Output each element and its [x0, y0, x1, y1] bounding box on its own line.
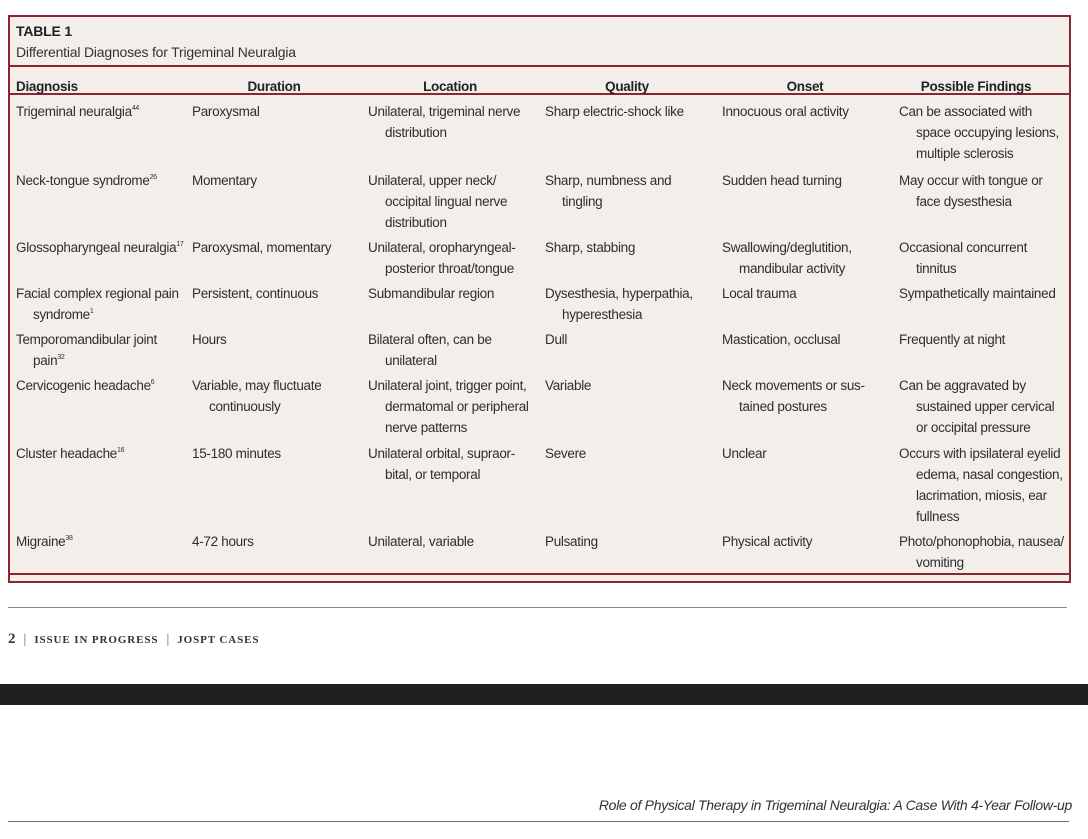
cell-text: Sharp electric-shock like	[545, 104, 684, 119]
cell-text: Physical activity	[722, 534, 813, 549]
cell-line	[545, 329, 567, 350]
cell-text: Variable, may fluctuate	[192, 378, 322, 393]
cell-diagnosis	[16, 375, 154, 396]
cell-text: 4-72 hours	[192, 534, 254, 549]
cell-text: Sharp, numbness and	[545, 173, 672, 188]
cell-line	[192, 443, 281, 464]
cell-location	[368, 531, 474, 552]
cell-line	[16, 329, 157, 350]
page-break-band	[0, 684, 1088, 705]
cell-line	[899, 396, 1054, 417]
cell-duration	[192, 375, 321, 417]
reference-superscript: 32	[57, 354, 65, 361]
column-header-location: Location	[423, 79, 477, 94]
cell-text: Can be associated with	[899, 104, 1032, 119]
differential-diagnoses-table	[8, 15, 1071, 583]
cell-findings	[899, 283, 1056, 304]
cell-line	[192, 531, 254, 552]
footer-journal: JOSPT CASES	[177, 634, 260, 646]
cell-line	[368, 464, 515, 485]
cell-location	[368, 170, 507, 233]
cell-diagnosis	[16, 170, 157, 191]
cell-line	[722, 443, 766, 464]
cell-line	[192, 396, 321, 417]
cell-text: dermatomal or peripheral	[385, 399, 529, 414]
cell-line	[368, 417, 529, 438]
cell-line	[545, 283, 693, 304]
cell-text: Hours	[192, 332, 227, 347]
column-header-diagnosis: Diagnosis	[16, 79, 78, 94]
cell-text: multiple sclerosis	[916, 146, 1014, 161]
cell-location	[368, 283, 494, 304]
cell-onset	[722, 101, 849, 122]
table-header-block	[10, 17, 1069, 67]
cell-text: occipital lingual nerve	[385, 194, 508, 209]
cell-text: Facial complex regional pain	[16, 286, 179, 301]
cell-line	[192, 101, 260, 122]
cell-line	[899, 329, 1005, 350]
cell-quality	[545, 531, 598, 552]
cell-line	[16, 304, 179, 325]
column-header-onset: Onset	[786, 79, 824, 94]
cell-line	[368, 258, 516, 279]
cell-onset	[722, 443, 766, 464]
cell-diagnosis	[16, 283, 179, 325]
cell-line	[368, 170, 507, 191]
cell-quality	[545, 443, 586, 464]
cell-line	[722, 396, 865, 417]
cell-line	[16, 170, 157, 191]
cell-text: Unclear	[722, 446, 767, 461]
cell-findings	[899, 101, 1059, 164]
cell-line	[899, 122, 1059, 143]
footer-divider	[8, 607, 1067, 608]
cell-text: nerve patterns	[385, 420, 468, 435]
cell-duration	[192, 443, 281, 464]
footer-section: ISSUE IN PROGRESS	[34, 634, 159, 646]
cell-line	[899, 417, 1054, 438]
cell-text: Sympathetically maintained	[899, 286, 1056, 301]
cell-text: Dysesthesia, hyperpathia,	[545, 286, 693, 301]
cell-line	[16, 375, 154, 396]
cell-text: 15-180 minutes	[192, 446, 281, 461]
cell-line	[368, 350, 492, 371]
cell-findings	[899, 170, 1043, 212]
cell-line	[899, 191, 1043, 212]
cell-quality	[545, 329, 567, 350]
cell-text: unilateral	[385, 353, 437, 368]
page-number: 2	[8, 631, 16, 647]
reference-superscript: 6	[150, 379, 155, 386]
cell-line	[16, 531, 73, 552]
cell-text: Paroxysmal	[192, 104, 260, 119]
cell-line	[192, 170, 257, 191]
cell-duration	[192, 170, 257, 191]
column-header-quality: Quality	[605, 79, 649, 94]
cell-quality	[545, 237, 635, 258]
cell-text: Pulsating	[545, 534, 598, 549]
cell-onset	[722, 170, 842, 191]
cell-line	[368, 101, 520, 122]
cell-line	[722, 283, 796, 304]
cell-line	[545, 375, 591, 396]
cell-text: Swallowing/deglutition,	[722, 240, 852, 255]
cell-text: Local trauma	[722, 286, 797, 301]
cell-text: continuously	[209, 399, 281, 414]
cell-line	[545, 237, 635, 258]
cell-text: Cluster headache	[16, 446, 118, 461]
cell-line	[368, 122, 520, 143]
cell-findings	[899, 329, 1005, 350]
cell-onset	[722, 531, 812, 552]
cell-line	[545, 101, 684, 122]
cell-text: Occasional concurrent	[899, 240, 1028, 255]
cell-text: bital, or temporal	[385, 467, 481, 482]
cell-line	[368, 191, 507, 212]
cell-line	[368, 283, 494, 304]
cell-line	[899, 464, 1063, 485]
cell-text: Variable	[545, 378, 592, 393]
table-bottom-rule	[10, 573, 1069, 575]
cell-line	[192, 237, 331, 258]
cell-line	[899, 485, 1063, 506]
cell-text: Occurs with ipsilateral eyelid	[899, 446, 1061, 461]
page-footer	[8, 630, 259, 648]
cell-text: vomiting	[916, 555, 964, 570]
cell-text: posterior throat/tongue	[385, 261, 514, 276]
cell-line	[368, 375, 529, 396]
cell-onset	[722, 375, 865, 417]
cell-text: Neck movements or sus-	[722, 378, 865, 393]
cell-duration	[192, 283, 318, 304]
cell-text: lacrimation, miosis, ear	[916, 488, 1047, 503]
cell-text: Severe	[545, 446, 586, 461]
cell-text: Dull	[545, 332, 568, 347]
cell-duration	[192, 101, 260, 122]
cell-text: mandibular activity	[739, 261, 846, 276]
cell-location	[368, 375, 529, 438]
cell-line	[899, 283, 1056, 304]
cell-line	[368, 237, 516, 258]
cell-text: syndrome	[33, 307, 90, 322]
column-header-row	[10, 67, 1069, 95]
cell-duration	[192, 237, 331, 258]
cell-line	[16, 283, 179, 304]
cell-line	[899, 375, 1054, 396]
cell-text: Paroxysmal, momentary	[192, 240, 332, 255]
cell-line	[899, 552, 1064, 573]
cell-text: Trigeminal neuralgia	[16, 104, 132, 119]
cell-line	[368, 212, 507, 233]
cell-line	[192, 375, 321, 396]
cell-text: Frequently at night	[899, 332, 1006, 347]
cell-findings	[899, 443, 1063, 527]
cell-text: Cervicogenic headache	[16, 378, 151, 393]
cell-location	[368, 443, 515, 485]
cell-duration	[192, 531, 254, 552]
cell-line	[16, 237, 184, 258]
cell-diagnosis	[16, 443, 124, 464]
running-title-rule	[8, 821, 1069, 822]
cell-text: Unilateral, variable	[368, 534, 474, 549]
table-grid	[10, 67, 1069, 570]
cell-text: or occipital pressure	[916, 420, 1031, 435]
cell-diagnosis	[16, 531, 73, 552]
cell-diagnosis	[16, 101, 139, 122]
cell-line	[722, 237, 852, 258]
cell-line	[545, 170, 671, 191]
cell-text: Unilateral orbital, supraor-	[368, 446, 515, 461]
cell-text: Unilateral, upper neck/	[368, 173, 497, 188]
cell-text: Unilateral joint, trigger point,	[368, 378, 527, 393]
running-title: Role of Physical Therapy in Trigeminal Neuralgia: A Case With 4-Year Follow-up	[598, 797, 1072, 813]
cell-line	[192, 329, 227, 350]
cell-text: Photo/phonophobia, nausea/	[899, 534, 1064, 549]
reference-superscript: 1	[89, 308, 94, 315]
cell-line	[545, 304, 693, 325]
reference-superscript: 26	[149, 174, 157, 181]
cell-quality	[545, 170, 671, 212]
cell-quality	[545, 101, 684, 122]
cell-text: Mastication, occlusal	[722, 332, 841, 347]
cell-line	[722, 329, 840, 350]
cell-text: Persistent, continuous	[192, 286, 319, 301]
cell-text: Bilateral often, can be	[368, 332, 492, 347]
cell-line	[899, 143, 1059, 164]
cell-line	[368, 531, 474, 552]
cell-line	[545, 191, 671, 212]
cell-text: hyperesthesia	[562, 307, 643, 322]
cell-onset	[722, 237, 852, 279]
cell-text: tained postures	[739, 399, 827, 414]
cell-duration	[192, 329, 227, 350]
cell-text: fullness	[916, 509, 960, 524]
cell-quality	[545, 375, 591, 396]
cell-line	[722, 531, 812, 552]
reference-superscript: 38	[65, 535, 73, 542]
cell-location	[368, 101, 520, 143]
column-header-findings: Possible Findings	[920, 79, 1032, 94]
reference-superscript: 17	[176, 241, 184, 248]
cell-text: distribution	[385, 215, 447, 230]
cell-quality	[545, 283, 693, 325]
cell-text: distribution	[385, 125, 447, 140]
cell-onset	[722, 329, 840, 350]
cell-text: Submandibular region	[368, 286, 495, 301]
cell-line	[899, 258, 1027, 279]
column-header-duration: Duration	[247, 79, 301, 94]
cell-text: Sudden head turning	[722, 173, 842, 188]
cell-text: tinnitus	[916, 261, 957, 276]
cell-line	[899, 531, 1064, 552]
cell-text: pain	[33, 353, 58, 368]
cell-line	[545, 443, 586, 464]
footer-separator: |	[166, 632, 170, 647]
cell-findings	[899, 375, 1054, 438]
cell-line	[16, 350, 157, 371]
cell-location	[368, 329, 492, 371]
cell-text: Unilateral, oropharyngeal-	[368, 240, 516, 255]
cell-text: Glossopharyngeal neuralgia	[16, 240, 177, 255]
table-title: Differential Diagnoses for Trigeminal Neuralgia	[16, 44, 296, 60]
reference-superscript: 44	[131, 105, 139, 112]
cell-text: Can be aggravated by	[899, 378, 1026, 393]
cell-line	[722, 375, 865, 396]
cell-line	[16, 101, 139, 122]
reference-superscript: 16	[117, 447, 125, 454]
cell-line	[16, 443, 124, 464]
cell-line	[368, 329, 492, 350]
cell-line	[899, 506, 1063, 527]
cell-findings	[899, 531, 1064, 573]
cell-line	[722, 101, 849, 122]
cell-line	[192, 283, 318, 304]
cell-findings	[899, 237, 1027, 279]
cell-line	[899, 170, 1043, 191]
cell-line	[368, 443, 515, 464]
cell-line	[545, 531, 598, 552]
cell-diagnosis	[16, 329, 157, 371]
cell-text: Temporomandibular joint	[16, 332, 157, 347]
cell-text: May occur with tongue or	[899, 173, 1043, 188]
cell-line	[368, 396, 529, 417]
table-label: TABLE 1	[16, 23, 72, 39]
cell-text: sustained upper cervical	[916, 399, 1055, 414]
cell-text: space occupying lesions,	[916, 125, 1059, 140]
footer-separator: |	[23, 632, 27, 647]
cell-text: Sharp, stabbing	[545, 240, 636, 255]
cell-diagnosis	[16, 237, 184, 258]
cell-text: Migraine	[16, 534, 66, 549]
cell-text: Neck-tongue syndrome	[16, 173, 150, 188]
cell-text: tingling	[562, 194, 603, 209]
cell-location	[368, 237, 516, 279]
cell-line	[899, 101, 1059, 122]
cell-text: edema, nasal congestion,	[916, 467, 1063, 482]
cell-text: Unilateral, trigeminal nerve	[368, 104, 521, 119]
cell-line	[722, 170, 842, 191]
cell-text: Innocuous oral activity	[722, 104, 849, 119]
cell-line	[722, 258, 852, 279]
cell-text: Momentary	[192, 173, 257, 188]
cell-onset	[722, 283, 796, 304]
cell-line	[899, 443, 1063, 464]
cell-line	[899, 237, 1027, 258]
cell-text: face dysesthesia	[916, 194, 1012, 209]
